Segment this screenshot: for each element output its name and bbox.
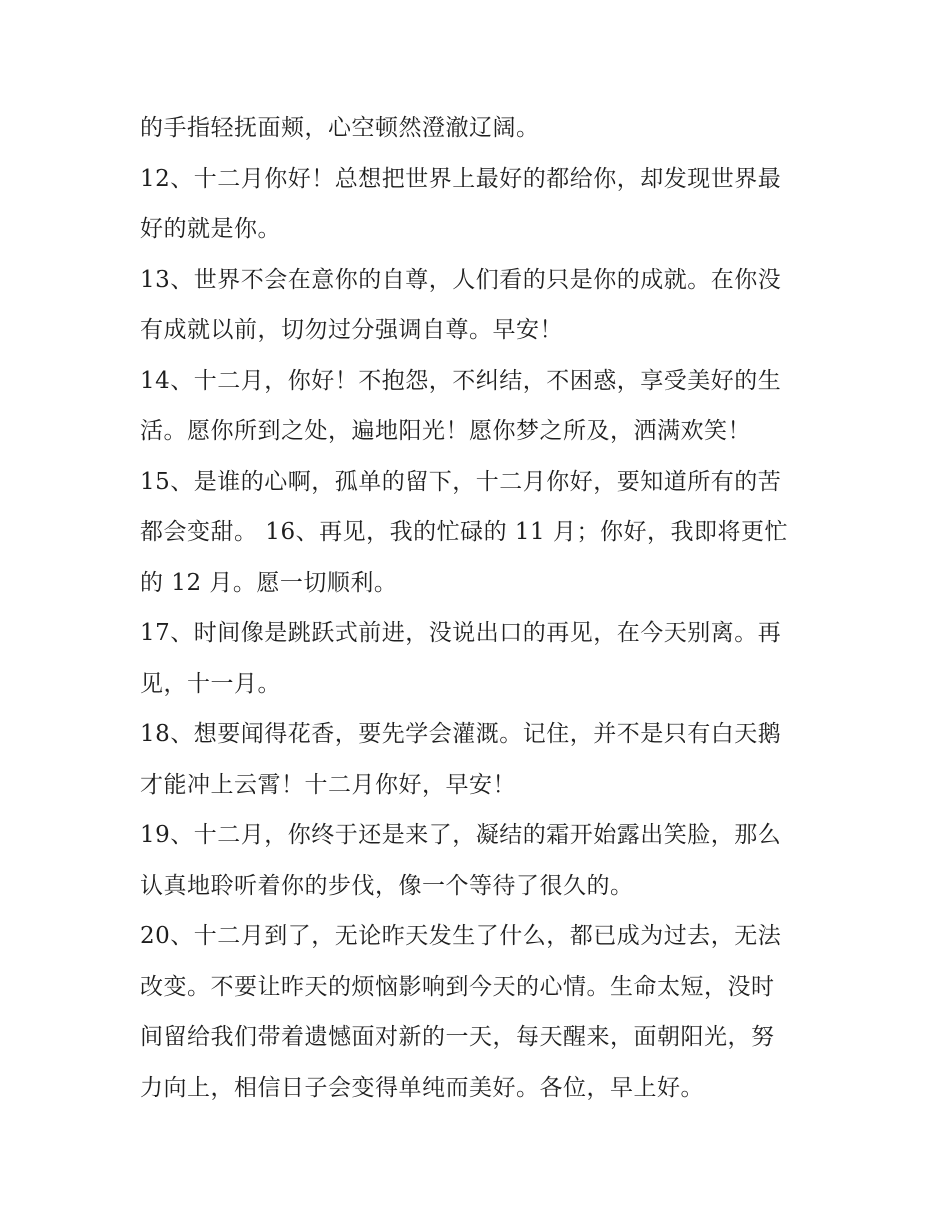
text-line: 见，十一月。 <box>140 670 281 697</box>
text-line: 改变。不要让昨天的烦恼影响到今天的心情。生命太短，没时 <box>140 973 775 1000</box>
text-line: 间留给我们带着遗憾面对新的一天，每天醒来，面朝阳光，努 <box>140 1024 775 1050</box>
text-line: 12、十二月你好！总想把世界上最好的都给你，却发现世界最 <box>140 165 782 192</box>
text-line: 15、是谁的心啊，孤单的留下，十二月你好，要知道所有的苦 <box>140 468 782 495</box>
text-line: 14、十二月，你好！不抱怨，不纠结，不困惑，享受美好的生 <box>140 367 782 394</box>
text-line: 都会变甜。 16、再见，我的忙碌的 11 月；你好，我即将更忙 <box>140 519 788 545</box>
text-line: 18、想要闻得花香，要先学会灌溉。记住，并不是只有白天鹅 <box>140 721 782 747</box>
document-body <box>140 103 830 1113</box>
text-line: 好的就是你。 <box>140 216 281 242</box>
text-line: 力向上，相信日子会变得单纯而美好。各位，早上好。 <box>140 1074 704 1101</box>
text-line: 的手指轻抚面颊，心空顿然澄澈辽阔。 <box>140 115 540 141</box>
text-line: 的 12 月。愿一切顺利。 <box>140 569 398 596</box>
text-line: 13、世界不会在意你的自尊，人们看的只是你的成就。在你没 <box>140 266 782 293</box>
text-line: 有成就以前，切勿过分强调自尊。早安！ <box>140 317 563 343</box>
text-line: 17、时间像是跳跃式前进，没说出口的再见，在今天别离。再 <box>140 620 782 646</box>
text-line: 活。愿你所到之处，遍地阳光！愿你梦之所及，洒满欢笑！ <box>140 418 751 444</box>
text-line: 认真地聆听着你的步伐，像一个等待了很久的。 <box>140 872 634 899</box>
text-line: 19、十二月，你终于还是来了，凝结的霜开始露出笑脸，那么 <box>140 822 782 848</box>
text-line: 才能冲上云霄！十二月你好，早安！ <box>140 771 516 798</box>
text-line: 20、十二月到了，无论昨天发生了什么，都已成为过去，无法 <box>140 923 782 949</box>
